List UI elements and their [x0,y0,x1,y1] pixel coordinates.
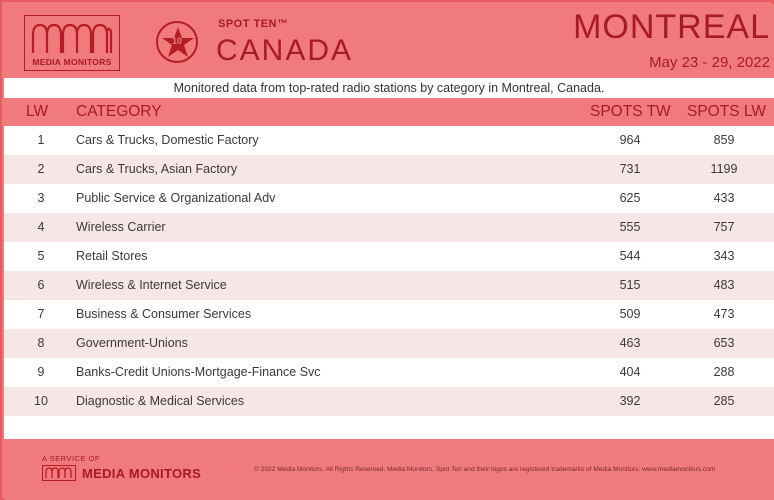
row-rank: 5 [37,249,45,263]
row-category: Cars & Trucks, Asian Factory [76,162,238,176]
table-row [4,184,774,213]
row-spots-tw: 731 [619,162,641,176]
row-category: Retail Stores [76,249,148,263]
row-category: Wireless & Internet Service [76,278,227,292]
row-spots-lw: 343 [713,249,735,263]
row-category: Cars & Trucks, Domestic Factory [76,133,259,147]
row-spots-lw: 433 [713,191,735,205]
row-rank: 6 [37,278,45,292]
row-category: Wireless Carrier [76,220,166,234]
header-spots-tw: SPOTS TW [590,103,671,120]
spot-ten-badge [156,21,198,63]
row-rank: 8 [37,336,45,350]
table-row [4,126,774,155]
table-row [4,155,774,184]
row-spots-tw: 555 [619,220,641,234]
subtitle: Monitored data from top-rated radio stations by category in Montreal, Canada. [4,78,774,98]
market-city: MONTREAL [573,8,770,46]
row-category: Banks-Credit Unions-Mortgage-Finance Svc [76,365,321,379]
row-rank: 9 [37,365,45,379]
row-spots-tw: 625 [619,191,641,205]
badge-number: 10 [171,36,182,46]
media-monitors-logo [24,15,120,71]
row-rank: 2 [37,162,45,176]
table-row [4,358,774,387]
row-rank: 1 [37,133,45,147]
row-spots-lw: 483 [713,278,735,292]
row-category: Government-Unions [76,336,188,350]
spot-ten-label: SPOT TEN™ [218,18,289,30]
header-spots-lw: SPOTS LW [687,103,766,120]
table-row [4,213,774,242]
table-row [4,242,774,271]
logo-text: MEDIA MONITORS [32,57,112,67]
row-spots-lw: 1199 [710,162,738,176]
row-spots-tw: 515 [619,278,641,292]
row-spots-tw: 544 [619,249,641,263]
row-rank: 4 [37,220,45,234]
row-spots-lw: 288 [713,365,735,379]
footer-logo [42,465,76,481]
table-row [4,300,774,329]
row-category: Public Service & Organizational Adv [76,191,276,205]
footer [4,439,774,500]
row-category: Business & Consumer Services [76,307,252,321]
table-row [4,271,774,300]
service-label: A SERVICE OF [42,454,100,463]
header-category: CATEGORY [76,103,162,120]
country-title: CANADA [216,34,354,67]
row-spots-tw: 404 [619,365,641,379]
row-spots-lw: 859 [713,133,735,147]
row-spots-lw: 473 [713,307,735,321]
row-spots-lw: 285 [713,394,735,408]
table-row [4,329,774,358]
row-spots-lw: 757 [713,220,735,234]
copyright-text: © 2022 Media Monitors. All Rights Reserved. Media Monitors, Spot Ten and their logos are registered trademarks of Media Monitors. www.mediamonitors.com [254,466,716,473]
row-spots-tw: 509 [619,307,641,321]
row-rank: 7 [37,307,45,321]
header-lw: LW [26,103,49,120]
row-spots-tw: 964 [619,133,641,147]
row-spots-tw: 463 [619,336,641,350]
row-spots-lw: 653 [713,336,735,350]
date-range: May 23 - 29, 2022 [649,54,770,71]
waveform-icon [31,21,115,55]
waveform-icon [45,467,73,479]
row-rank: 10 [34,394,48,408]
footer-brand: MEDIA MONITORS [82,466,202,481]
row-category: Diagnostic & Medical Services [76,394,245,408]
row-rank: 3 [37,191,45,205]
header [4,4,774,78]
table-row [4,387,774,416]
row-spots-tw: 392 [619,394,641,408]
table-body [4,126,774,439]
table-header [4,98,774,126]
